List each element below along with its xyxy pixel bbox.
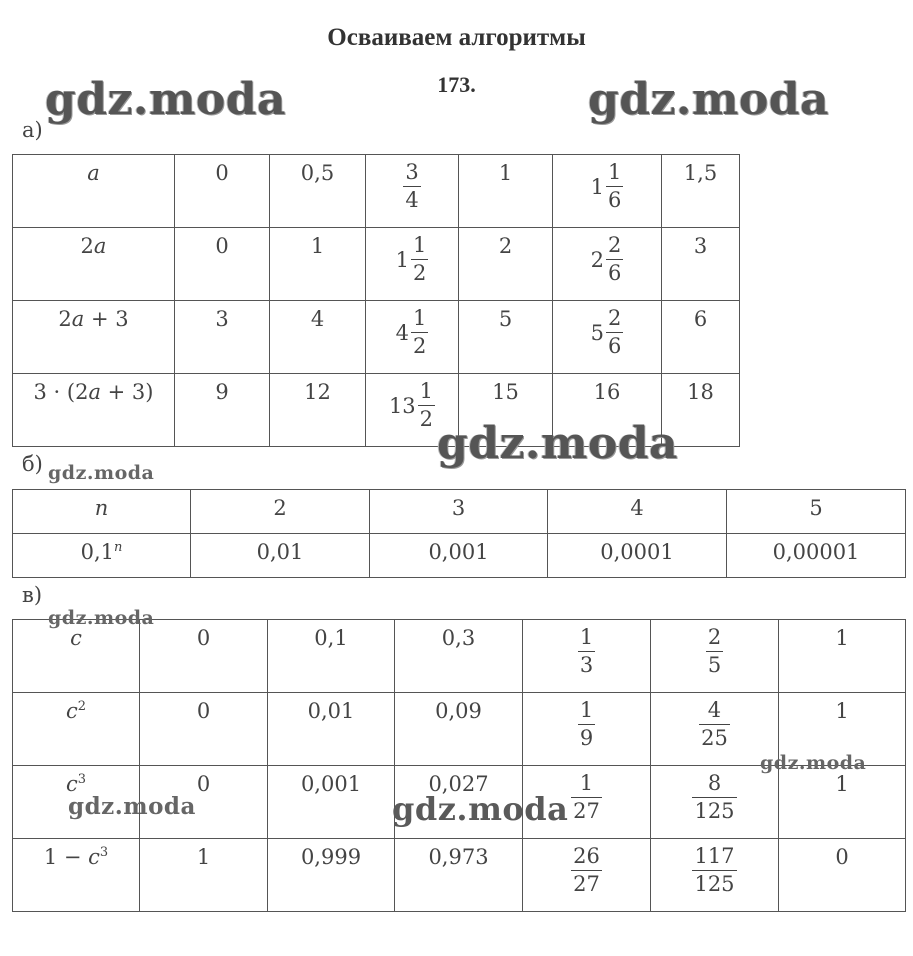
cell xyxy=(553,301,662,374)
mixed-number: 5 $\frac{2}{6}$ xyxy=(590,306,622,359)
cell: 0,09 xyxy=(395,693,523,766)
cell: 16 xyxy=(553,374,662,447)
cell: 6 xyxy=(662,301,740,374)
table-row xyxy=(13,490,906,534)
cell: 3 xyxy=(662,228,740,301)
row-head: 2a xyxy=(13,228,175,301)
cell: 0,027 xyxy=(395,766,523,839)
table-row xyxy=(13,374,740,447)
table-row xyxy=(13,301,740,374)
cell: 0,1 xyxy=(268,620,395,693)
cell: 0,973 xyxy=(395,839,523,912)
cell: 0 xyxy=(175,155,270,228)
row-head: $1 - c^3$ xyxy=(13,839,140,912)
section-b-label: б) xyxy=(22,452,43,476)
cell: 3 xyxy=(175,301,270,374)
mixed-number: 4 $\frac{1}{2}$ xyxy=(395,306,427,359)
cell: 5 xyxy=(459,301,553,374)
table-row xyxy=(13,766,906,839)
fraction: $\frac{1}{9}$ xyxy=(579,698,594,751)
cell xyxy=(366,228,459,301)
table-row xyxy=(13,534,906,578)
cell: 2 xyxy=(191,490,370,534)
cell: 4 xyxy=(548,490,727,534)
row-head: c xyxy=(13,620,140,693)
cell xyxy=(523,620,651,693)
table-b xyxy=(12,489,906,578)
cell: 1 xyxy=(779,766,906,839)
table-row xyxy=(13,839,906,912)
table-v xyxy=(12,619,906,912)
row-head: 2a + 3 xyxy=(13,301,175,374)
cell: 15 xyxy=(459,374,553,447)
watermark: gdz.moda xyxy=(588,74,830,125)
cell: 0,3 xyxy=(395,620,523,693)
cell: 0,001 xyxy=(268,766,395,839)
watermark: gdz.moda xyxy=(48,462,155,484)
cell: 0,5 xyxy=(270,155,366,228)
table-row xyxy=(13,228,740,301)
watermark: gdz.moda xyxy=(437,418,679,469)
cell: 1,5 xyxy=(662,155,740,228)
cell: 0 xyxy=(140,766,268,839)
fraction: $\frac{1}{3}$ xyxy=(579,625,594,678)
cell xyxy=(651,839,779,912)
table-a xyxy=(12,154,740,447)
cell xyxy=(366,155,459,228)
row-head: 0,1$^n$ xyxy=(13,534,191,578)
mixed-number: 13 $\frac{1}{2}$ xyxy=(388,379,434,432)
cell: 0,00001 xyxy=(727,534,906,578)
page-title: Осваиваем алгоритмы xyxy=(327,24,586,51)
cell: 3 xyxy=(370,490,548,534)
cell: 18 xyxy=(662,374,740,447)
cell: 1 xyxy=(270,228,366,301)
cell: 1 xyxy=(459,155,553,228)
cell xyxy=(651,620,779,693)
watermark: gdz.moda xyxy=(68,793,196,820)
cell: 0 xyxy=(175,228,270,301)
fraction: $\frac{1}{27}$ xyxy=(573,771,600,824)
cell xyxy=(523,766,651,839)
cell: 5 xyxy=(727,490,906,534)
row-head: n xyxy=(13,490,191,534)
section-a-label: а) xyxy=(22,118,43,142)
fraction: $\frac{2}{5}$ xyxy=(707,625,722,678)
row-head: 3 · (2a + 3) xyxy=(13,374,175,447)
mixed-number: 1 $\frac{1}{2}$ xyxy=(395,233,427,286)
watermark: gdz.moda xyxy=(760,752,867,774)
cell: 12 xyxy=(270,374,366,447)
cell xyxy=(651,693,779,766)
cell: 0,0001 xyxy=(548,534,727,578)
cell: 1 xyxy=(140,839,268,912)
mixed-number: 2 $\frac{2}{6}$ xyxy=(590,233,622,286)
table-row xyxy=(13,620,906,693)
fraction: $\frac{4}{25}$ xyxy=(701,698,728,751)
watermark: gdz.moda xyxy=(392,790,569,828)
cell: 2 xyxy=(459,228,553,301)
cell: 1 xyxy=(779,620,906,693)
fraction: $\frac{8}{125}$ xyxy=(694,771,735,824)
cell xyxy=(366,374,459,447)
cell: 0,01 xyxy=(191,534,370,578)
cell: 0 xyxy=(140,693,268,766)
cell: 4 xyxy=(270,301,366,374)
cell xyxy=(553,228,662,301)
exercise-number: 173. xyxy=(437,72,476,97)
row-head: $c^3$ xyxy=(13,766,140,839)
cell: 1 xyxy=(779,693,906,766)
cell xyxy=(366,301,459,374)
fraction: $\frac{26}{27}$ xyxy=(573,844,600,897)
cell: 9 xyxy=(175,374,270,447)
cell: 0 xyxy=(779,839,906,912)
cell xyxy=(553,155,662,228)
table-row xyxy=(13,693,906,766)
watermark: gdz.moda xyxy=(48,607,155,629)
cell xyxy=(651,766,779,839)
row-head: a xyxy=(13,155,175,228)
watermark: gdz.moda xyxy=(45,74,287,125)
cell xyxy=(523,839,651,912)
table-row xyxy=(13,155,740,228)
cell: 0,001 xyxy=(370,534,548,578)
mixed-number: 1 $\frac{1}{6}$ xyxy=(590,160,622,213)
fraction: $\frac{3}{4}$ xyxy=(405,160,419,213)
row-head: $c^2$ xyxy=(13,693,140,766)
fraction: $\frac{117}{125}$ xyxy=(694,844,735,897)
cell: 0,01 xyxy=(268,693,395,766)
section-v-label: в) xyxy=(22,583,43,607)
cell: 0,999 xyxy=(268,839,395,912)
cell xyxy=(523,693,651,766)
cell: 0 xyxy=(140,620,268,693)
